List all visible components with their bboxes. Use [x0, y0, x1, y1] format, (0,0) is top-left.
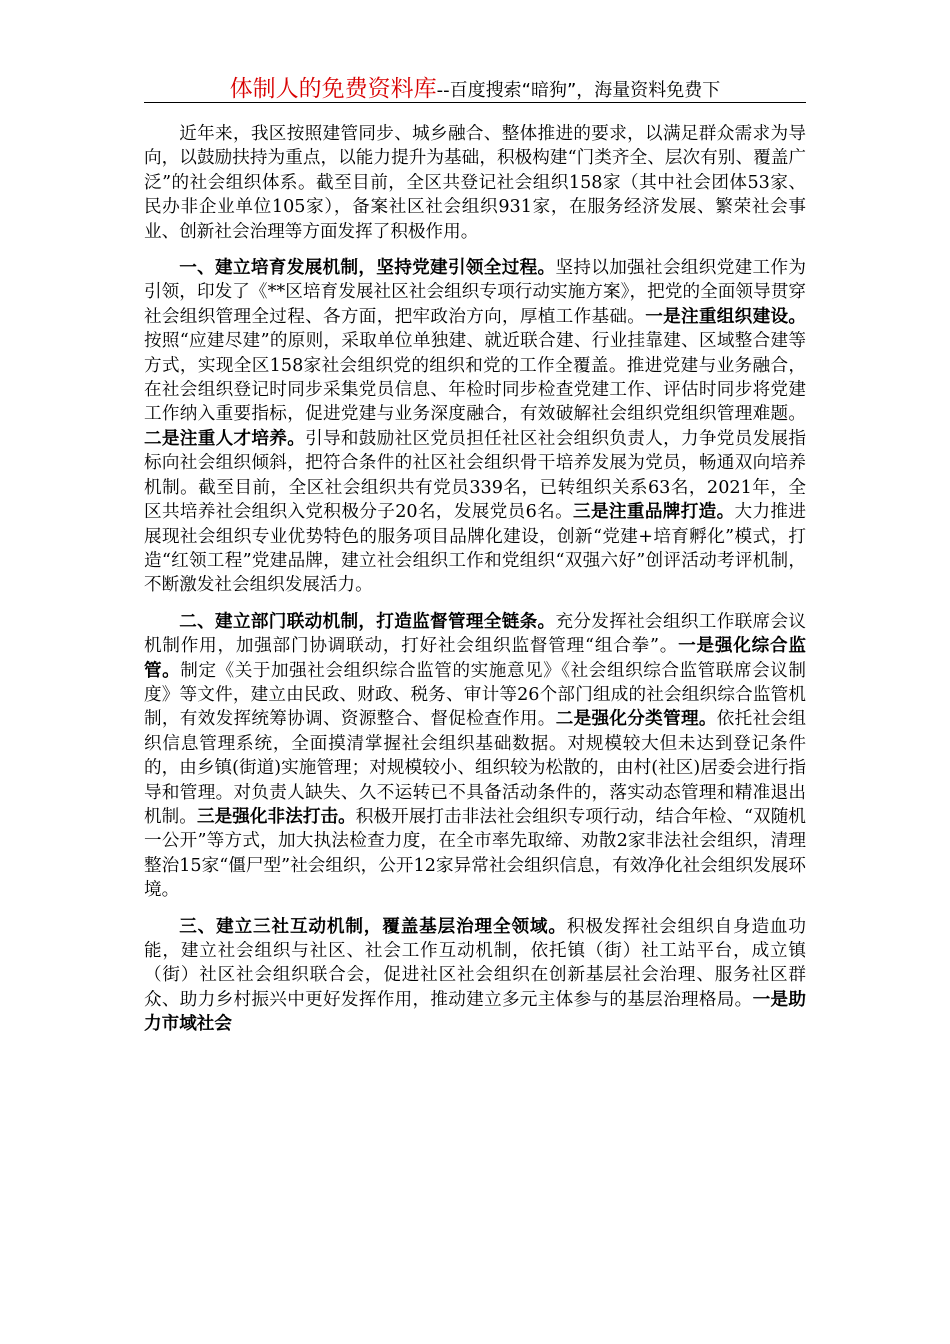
section-2-text-4: 积极开展打击非法社会组织专项行动，结合年检、“双随机一公开”等方式，加大执法检查力度，在全市率先取缔、劝散2家非法社会组织，清理整治15家“僵尸型”社会组织，公开12家异常社会组织信息，有效净化社会组织发展环境。	[144, 806, 806, 901]
section-1-text-1: 坚持以加强社会组织党建工作为引领，印发了《**区培育发展社区社会组织专项行动实施方案》，把党的全面领导贯穿社会组织管理全过程、各方面，把牢政治方向，厚植工作基础。	[144, 258, 806, 327]
header-brand: 体制人的免费资料库	[229, 76, 437, 102]
section-2-text-3: 依托社会组织信息管理系统，全面摸清掌握社会组织基础数据。对规模较大但未达到登记条件的，由乡镇(街道)实施管理；对规模较小、组织较为松散的，由村(社区)居委会进行指导和管理。对负责人缺失、久不运转已不具备活动条件的，落实动态管理和精准退出机制。	[144, 709, 806, 827]
section-2-point-1: 一是强化综合监管。	[144, 635, 806, 681]
section-1-text-4: 大力推进展现社会组织专业优势特色的服务项目品牌化建设，创新“党建+培育孵化”模式，打造“红领工程”党建品牌，建立社会组织工作和党组织“双强六好”创评活动考评机制，不断激发社会组织发展活力。	[144, 502, 806, 596]
section-2-paragraph	[144, 610, 806, 903]
section-3-paragraph	[144, 915, 806, 1037]
intro-paragraph	[144, 122, 806, 244]
header-tagline: --百度搜索“暗狗”，海量资料免费下	[436, 80, 721, 101]
section-2-point-2: 二是强化分类管理。	[555, 708, 717, 730]
section-3-text-1: 积极发挥社会组织自身造血功能，建立社会组织与社区、社会工作互动机制，依托镇（街）社工站平台，成立镇（街）社区社会组织联合会，促进社区社会组织在创新基层社会治理、服务社区群众、助力乡村振兴中更好发挥作用，推动建立多元主体参与的基层治理格局。	[144, 916, 806, 1010]
section-1-paragraph	[144, 256, 806, 598]
section-1-text-2: 按照“应建尽建”的原则，采取单位单独建、就近联合建、行业挂靠建、区域整合建等方式，实现全区158家社会组织党的组织和党的工作全覆盖。推进党建与业务融合，在社会组织登记时同步采集党员信息、年检时同步检查党建工作、评估时同步将党建工作纳入重要指标，促进党建与业务深度融合，有效破解社会组织党组织管理难题。	[144, 331, 806, 425]
section-3-point-1: 一是助力市域社会	[144, 988, 806, 1035]
section-1-heading: 一、建立培育发展机制，坚持党建引领全过程。	[179, 257, 556, 279]
section-2-heading: 二、建立部门联动机制，打造监督管理全链条。	[179, 610, 556, 632]
document-body	[144, 122, 806, 1049]
intro-text: 近年来，我区按照建管同步、城乡融合、整体推进的要求，以满足群众需求为导向，以鼓励扶持为重点，以能力提升为基础，积极构建“门类齐全、层次有别、覆盖广泛”的社会组织体系。截至目前，全区共登记社会组织158家（其中社会团体53家、民办非企业单位105家），备案社区社会组织931家，在服务经济发展、繁荣社会事业、创新社会治理等方面发挥了积极作用。	[144, 124, 806, 242]
section-1-point-3: 三是注重品牌打造。	[573, 501, 735, 523]
section-1-point-2: 二是注重人才培养。	[144, 427, 306, 449]
section-2-point-3: 三是强化非法打击。	[196, 805, 356, 827]
page-header	[144, 70, 806, 103]
section-2-text-1: 充分发挥社会组织工作联席会议机制作用，加强部门协调联动，打好社会组织监督管理“组合拳”。	[144, 611, 806, 657]
section-1-text-3: 引导和鼓励社区党员担任社区社会组织负责人，力争党员发展指标向社会组织倾斜，把符合条件的社区社会组织骨干培养发展为党员，畅通双向培养机制。截至目前，全区社会组织共有党员339名，已转组织关系63名，2021年，全区共培养社会组织入党积极分子20名，发展党员6名。	[144, 428, 806, 523]
section-2-text-2: 制定《关于加强社会组织综合监管的实施意见》《社会组织综合监管联席会议制度》等文件，建立由民政、财政、税务、审计等26个部门组成的社会组织综合监管机制，有效发挥统筹协调、资源整合、督促检查作用。	[144, 660, 806, 730]
section-1-point-1: 一是注重组织建设。	[645, 305, 806, 327]
section-3-heading: 三、建立三社互动机制，覆盖基层治理全领域。	[179, 915, 567, 937]
